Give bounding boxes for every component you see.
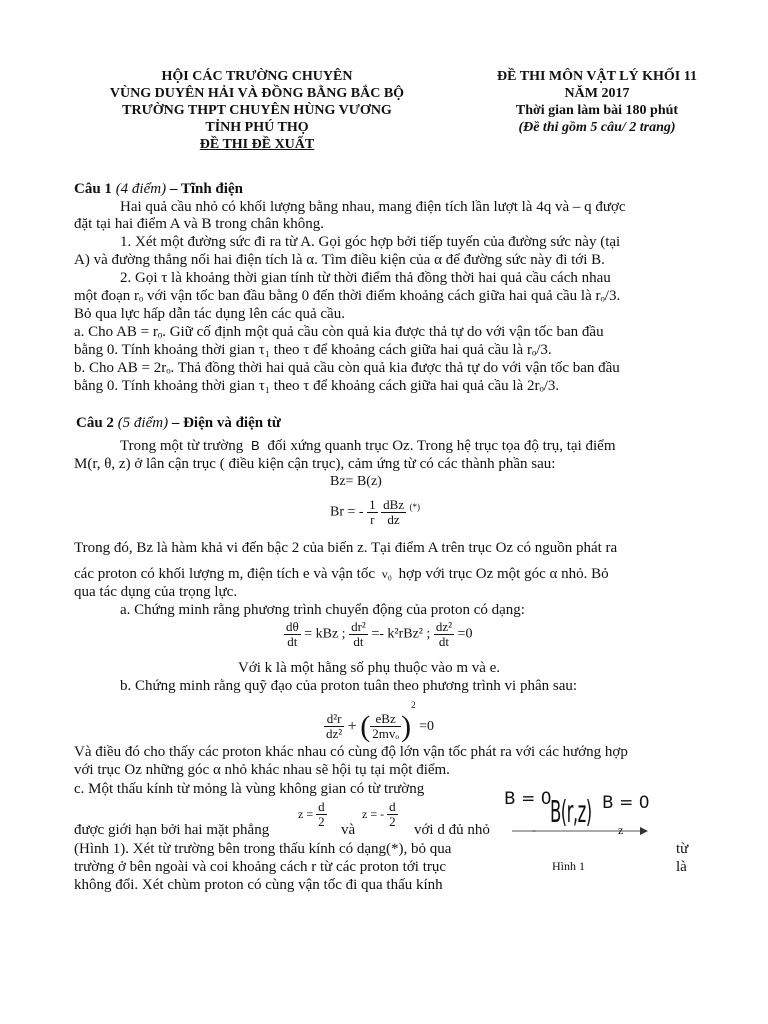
question-1-text: A) và đường thẳng nối hai điện tích là α. Tìm điều kiện của α để đường sức này đi tới B. [74, 252, 605, 268]
header-year: NĂM 2017 [564, 86, 630, 101]
header-org-line-4: TỈNH PHÚ THỌ [205, 120, 309, 135]
question-1-text: bằng 0. Tính khoảng thời gian τ₁ theo τ để khoảng cách giữa hai quả cầu là rₒ/3. [74, 342, 552, 358]
question-2-points: (5 điểm) [117, 415, 169, 431]
figure-axis-z: z [618, 823, 624, 837]
question-2-text: Và điều đó cho thấy các proton khác nhau có cùng độ lớn vận tốc phát ra với các hướng hợp [74, 744, 628, 760]
question-1-text: 1. Xét một đường sức đi ra từ A. Gọi góc hợp bởi tiếp tuyến của đường sức này (tại [120, 234, 621, 250]
part-b-text: b. Chứng minh rằng quỹ đạo của proton tuân theo phương trình vi phân sau: [120, 678, 578, 694]
question-2-text: Trong một từ trường B đối xứng quanh trục Oz. Trong hệ trục tọa độ trụ, tại điểm [120, 438, 616, 454]
question-2-text: các proton có khối lượng m, điện tích e và vận tốc v₀ hợp với trục Oz một góc α nhỏ. Bỏ [74, 566, 609, 582]
question-2-text: với trục Oz những góc α nhỏ khác nhau sẽ hội tụ tại một điểm. [74, 762, 450, 778]
question-1-text: a. Cho AB = rₒ. Giữ cố định một quả cầu còn quả kia được thả tự do với vận tốc ban đầu [74, 324, 604, 340]
equation-motion: $\frac{d\theta}{dt}$ = kBz ; $\frac{\text{dr²}}{dt}$ =- k²rBz² ; $\frac{\text{dz²}}{dt}$ =0 [286, 619, 473, 649]
header-exam-type: ĐỀ THI ĐỀ XUẤT [199, 137, 315, 152]
velocity-v0-symbol: v₀ [381, 567, 392, 581]
part-c-text: trường ở bên ngoài và coi khoảng cách r từ các proton tới trục [74, 859, 447, 875]
part-a-note: Với k là một hằng số phụ thuộc vào m và e. [238, 660, 501, 676]
header-org-line-1: HỘI CÁC TRƯỜNG CHUYÊN [161, 69, 353, 84]
part-c-text: được giới hạn bởi hai mặt phẳng [74, 822, 270, 838]
part-c-text: c. Một thấu kính từ mỏng là vùng không gian có từ trường [74, 781, 425, 797]
question-1-text: đặt tại hai điểm A và B trong chân không. [74, 216, 324, 232]
header-exam-title: ĐỀ THI MÔN VẬT LÝ KHỐI 11 [497, 69, 697, 84]
part-c-text: không đổi. Xét chùm proton có cùng vận tốc đi qua thấu kính [74, 877, 443, 893]
question-2-text: M(r, θ, z) ở lân cận trục ( điều kiện cận trục), cảm ứng từ có các thành phần sau: [74, 456, 556, 472]
question-1-title: Câu 1 [74, 181, 112, 197]
part-c-text: (Hình 1). Xét từ trường bên trong thấu kính có dạng(*), bỏ qua [74, 841, 452, 857]
vector-b-symbol: B [251, 438, 260, 453]
part-c-text: với d đủ nhỏ [414, 822, 490, 838]
figure-center-label: B(r,z) [550, 795, 592, 830]
equation-plane-minus: z = - $\frac{d}{2}$ [362, 799, 396, 829]
question-1-text: bằng 0. Tính khoảng thời gian τ₁ theo τ để khoảng cách giữa hai quả cầu là 2rₒ/3. [74, 378, 560, 394]
question-2-title: Câu 2 [76, 415, 114, 431]
equation-bz: Bz= B(z) [330, 474, 382, 489]
question-1-heading [74, 180, 243, 198]
equation-trajectory: $\frac{\text{d²r}}{\text{dz²}}$ + ( $\frac{\text{eBz}}{\text{2mvₒ}}$ )$^2$ =0 [326, 700, 434, 743]
figure-minus: - [532, 823, 536, 837]
header-org-line-3: TRƯỜNG THPT CHUYÊN HÙNG VƯƠNG [122, 103, 392, 118]
part-c-text: từ [676, 841, 689, 857]
question-1-topic: – Tĩnh điện [166, 181, 243, 197]
question-2-text: qua tác dụng của trọng lực. [74, 584, 238, 600]
question-2-topic: – Điện và điện từ [168, 415, 281, 431]
header-org-line-2: VÙNG DUYÊN HẢI VÀ ĐỒNG BẰNG BẮC BỘ [109, 86, 405, 101]
question-1-text: b. Cho AB = 2rₒ. Thả đồng thời hai quả cầu còn quả kia được thả tự do với vận tốc ban đầu [74, 360, 620, 376]
question-2-heading [76, 414, 281, 432]
figure-1 [500, 785, 670, 880]
header-duration: Thời gian làm bài 180 phút [515, 103, 679, 118]
equation-plane-plus: z = $\frac{d}{2}$ [298, 799, 325, 829]
question-1-text: 2. Gọi τ là khoảng thời gian tính từ thời điểm thả đồng thời hai quả cầu cách nhau [120, 270, 611, 286]
question-2-text: Trong đó, Bz là hàm khả vi đến bậc 2 của biến z. Tại điểm A trên trục Oz có nguồn phát ra [74, 540, 618, 556]
equation-br: Br = - $\frac{1}{r}$ $\frac{\text{dBz}}{dz}$ (*) [330, 497, 421, 527]
header-pages: (Đề thi gồm 5 câu/ 2 trang) [518, 120, 676, 135]
question-1-text: một đoạn rₒ với vận tốc ban đầu bằng 0 đến thời điểm khoảng cách giữa hai quả cầu là rₒ/3. [74, 288, 621, 304]
part-c-text: là [676, 859, 687, 875]
question-1-points: (4 điểm) [115, 181, 167, 197]
figure-left-label: B = 0 [504, 789, 552, 809]
part-a-text: a. Chứng minh rằng phương trình chuyển động của proton có dạng: [120, 602, 525, 618]
figure-caption: Hình 1 [552, 859, 585, 873]
equation-marker: (*) [409, 502, 421, 513]
figure-right-label: B = 0 [602, 793, 650, 813]
part-c-and: và [341, 822, 356, 838]
question-1-text: Hai quả cầu nhỏ có khối lượng bằng nhau, mang điện tích lần lượt là 4q và – q được [120, 199, 626, 215]
question-1-text: Bỏ qua lực hấp dẫn tác dụng lên các quả cầu. [74, 306, 345, 322]
